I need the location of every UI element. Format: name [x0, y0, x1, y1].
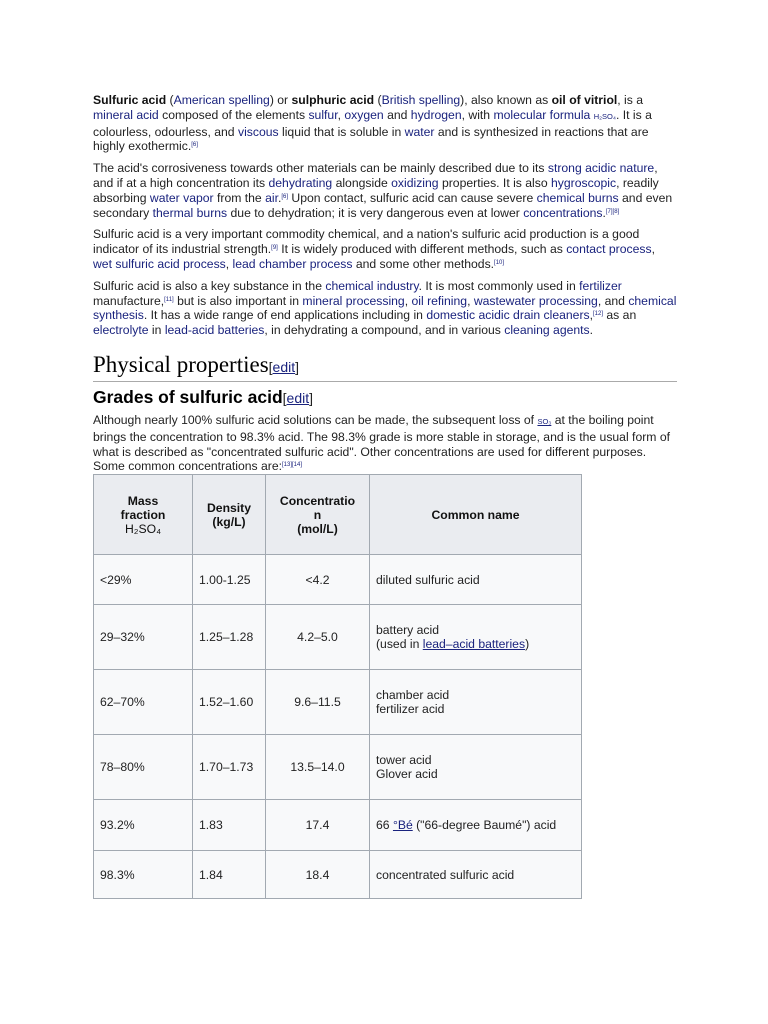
common-name-line: Glover acid: [376, 767, 438, 782]
inline-link[interactable]: American spelling: [173, 93, 270, 107]
reference-link[interactable]: [10]: [494, 259, 505, 266]
body-text: due to dehydration; it is very dangerous even at lower: [227, 205, 524, 220]
grades-paragraph: [93, 413, 677, 474]
header-text: fraction: [120, 507, 166, 522]
cell-mass: <29%: [94, 555, 193, 605]
body-text: It is widely produced with different methods, such as: [277, 242, 567, 257]
cell-common-name: [370, 670, 582, 735]
reference-link[interactable]: [12]: [593, 311, 604, 318]
so3-link[interactable]: SO₃: [537, 416, 552, 426]
cell-common-name: [370, 735, 582, 800]
body-text: , and if at a high concentration its: [93, 161, 658, 190]
header-text: H₂SO₄: [124, 521, 162, 536]
inline-link[interactable]: chemical burns: [536, 190, 619, 205]
body-text: alongside: [332, 175, 392, 190]
cell-concentration: 4.2–5.0: [266, 605, 370, 670]
reference-link[interactable]: [9]: [271, 245, 278, 252]
bold-term: sulphuric acid: [291, 93, 375, 107]
common-name-text: 66: [376, 818, 393, 833]
body-text: .: [589, 323, 594, 338]
inline-link[interactable]: air: [265, 190, 278, 205]
cell-common-name: diluted sulfuric acid: [370, 555, 582, 605]
body-text: ,: [337, 107, 345, 122]
header-text: Density: [206, 500, 252, 515]
inline-link[interactable]: chemical industry: [325, 278, 419, 293]
header-text: n: [313, 507, 322, 522]
subsection-edit: [283, 390, 313, 406]
inline-link[interactable]: dehydrating: [268, 175, 333, 190]
header-concentration: [266, 475, 370, 555]
edit-bracket-open: [: [268, 358, 273, 375]
cell-concentration: 9.6–11.5: [266, 670, 370, 735]
cell-density: 1.25–1.28: [193, 605, 266, 670]
bold-term: Sulfuric acid: [93, 93, 167, 107]
degree-baume-link[interactable]: °Bé: [392, 818, 413, 833]
inline-link[interactable]: oil refining: [411, 293, 468, 308]
body-text: , and: [597, 293, 629, 308]
body-text: but is also important in: [173, 293, 303, 308]
body-text: , is a: [617, 93, 644, 107]
cell-density: 1.00-1.25: [193, 555, 266, 605]
body-text: , in dehydrating a compound, and in various: [264, 323, 505, 338]
common-name-text: (used in: [376, 637, 423, 652]
inline-link[interactable]: lead chamber process: [232, 256, 353, 271]
body-text: ,: [225, 256, 233, 271]
inline-link[interactable]: sulfur: [308, 107, 338, 122]
header-mass-fraction: [94, 475, 193, 555]
inline-link[interactable]: oxygen: [344, 107, 384, 122]
concentrations-table: [93, 474, 582, 899]
body-text: ) or: [269, 93, 292, 107]
inline-link[interactable]: oxidizing: [391, 175, 439, 190]
common-name-line: [376, 637, 575, 651]
inline-link[interactable]: hygroscopic: [551, 175, 617, 190]
cell-common-name: [370, 605, 582, 670]
grades-text-after: at the boiling point brings the concentration to 98.3% acid. The 98.3% grade is more stable in storage, and is the usual form of what is described as "concentrated sulfuric acid". Other concentrations are used for different purposes. Some common concentrations are:: [93, 412, 670, 474]
body-text: (: [166, 93, 174, 107]
body-text: ,: [651, 242, 655, 257]
table-row: [94, 605, 582, 670]
header-common-name: Common name: [370, 475, 582, 555]
header-text: Mass: [127, 493, 159, 508]
inline-link[interactable]: concentrations: [523, 205, 603, 220]
body-text: . It is most commonly used in: [418, 278, 580, 293]
body-text: composed of the elements: [158, 107, 309, 122]
body-text: in: [148, 323, 165, 338]
common-name-line: battery acid: [376, 623, 440, 638]
inline-link[interactable]: fertilizer: [579, 278, 622, 293]
body-text: Upon contact, sulfuric acid can cause severe: [288, 190, 537, 205]
intro-paragraph-2: [93, 161, 677, 220]
body-text: and some other methods.: [352, 256, 495, 271]
section-heading-physical-properties: [93, 352, 677, 382]
cell-concentration: 17.4: [266, 800, 370, 851]
common-name-line: fertilizer acid: [376, 702, 445, 717]
inline-link[interactable]: molecular formula: [493, 107, 591, 122]
edit-bracket-open: [: [282, 389, 287, 406]
subsection-edit-link[interactable]: edit: [286, 389, 310, 406]
cell-density: 1.84: [193, 851, 266, 899]
reference-link[interactable]: [11]: [164, 296, 174, 303]
header-text: Concentratio: [279, 493, 356, 508]
intro-paragraph-4: [93, 279, 677, 338]
inline-link[interactable]: cleaning agents: [504, 323, 590, 338]
body-text: Sulfuric acid is also a key substance in the: [93, 278, 326, 293]
cell-common-name: concentrated sulfuric acid: [370, 851, 582, 899]
table-row: [94, 555, 582, 605]
table-header-row: [94, 475, 582, 555]
body-text: The acid's corrosiveness towards other materials can be mainly described due to its: [93, 161, 548, 176]
cell-concentration: 13.5–14.0: [266, 735, 370, 800]
body-text: . It is a colourless, odourless, and: [93, 107, 652, 139]
cell-density: 1.83: [193, 800, 266, 851]
body-text: manufacture,: [93, 293, 165, 308]
body-text: Sulfuric acid is a very important commodity chemical, and a nation's sulfuric acid production is a good indicator of its industrial strength.: [93, 227, 640, 257]
body-text: .: [277, 190, 282, 205]
cell-mass: 93.2%: [94, 800, 193, 851]
inline-link[interactable]: strong acidic nature: [547, 161, 655, 176]
section-edit: [269, 359, 299, 375]
inline-link[interactable]: mineral acid: [93, 107, 159, 122]
cell-mass: 78–80%: [94, 735, 193, 800]
inline-link[interactable]: water vapor: [149, 190, 214, 205]
inline-link[interactable]: thermal burns: [152, 205, 228, 220]
body-text: ,: [589, 308, 593, 323]
body-text: and is synthesized in reactions that are highly exothermic.: [93, 124, 649, 154]
edit-bracket-close: ]: [295, 358, 300, 375]
reference-link[interactable]: [7][8]: [605, 208, 620, 215]
common-name-text: ): [525, 637, 530, 652]
table-row: [94, 735, 582, 800]
cell-density: 1.70–1.73: [193, 735, 266, 800]
article-content: [93, 93, 677, 899]
inline-link[interactable]: wastewater processing: [473, 293, 598, 308]
cell-mass: 62–70%: [94, 670, 193, 735]
table-row: [94, 800, 582, 851]
edit-bracket-close: ]: [309, 389, 313, 406]
grades-text-before: Although nearly 100% sulfuric acid solutions can be made, the subsequent loss of: [93, 412, 538, 427]
body-text: and even secondary: [93, 190, 673, 220]
inline-link[interactable]: British spelling: [381, 93, 461, 107]
header-text: (kg/L): [212, 514, 246, 529]
intro-paragraph-1: [93, 93, 677, 154]
cell-mass: 98.3%: [94, 851, 193, 899]
header-text: (mol/L): [297, 521, 338, 536]
body-text: as an: [603, 308, 637, 323]
section-heading-text: Physical properties: [93, 351, 269, 377]
reference-link[interactable]: [6]: [191, 142, 198, 149]
lead-acid-batteries-link[interactable]: lead–acid batteries: [422, 637, 526, 652]
body-text: from the: [213, 190, 266, 205]
header-density: [193, 475, 266, 555]
inline-link[interactable]: lead-acid batteries: [164, 323, 265, 338]
reference-link[interactable]: [6]: [281, 193, 289, 200]
formula-text: H₂SO₄: [593, 111, 616, 121]
inline-link[interactable]: electrolyte: [93, 323, 149, 338]
intro-paragraph-3: [93, 227, 677, 271]
inline-link[interactable]: wet sulfuric acid process: [93, 256, 226, 271]
body-text: , readily absorbing: [93, 175, 659, 205]
inline-link[interactable]: water: [404, 124, 435, 139]
body-text: properties. It is also: [438, 175, 552, 190]
body-text: . It has a wide range of end applications including in: [143, 308, 427, 323]
common-name-line: tower acid: [376, 753, 432, 768]
body-text: ), also known as: [460, 93, 552, 107]
inline-link[interactable]: chemical synthesis: [93, 293, 677, 323]
inline-link[interactable]: contact process: [566, 242, 652, 257]
subsection-heading-text: Grades of sulfuric acid: [93, 386, 283, 407]
table-row: [94, 851, 582, 899]
body-text: and: [383, 107, 411, 122]
cell-common-name: [370, 800, 582, 851]
subsection-heading-grades: [93, 386, 677, 409]
section-edit-link[interactable]: edit: [272, 358, 296, 375]
cell-concentration: <4.2: [266, 555, 370, 605]
body-text: .: [602, 205, 606, 220]
cell-mass: 29–32%: [94, 605, 193, 670]
body-text: ,: [404, 293, 412, 308]
inline-link[interactable]: mineral processing: [302, 293, 405, 308]
table-row: [94, 670, 582, 735]
cell-concentration: 18.4: [266, 851, 370, 899]
body-text: ,: [467, 293, 474, 308]
reference-link[interactable]: [13][14]: [282, 462, 303, 469]
common-name-line: chamber acid: [376, 688, 450, 703]
body-text: liquid that is soluble in: [278, 124, 405, 139]
body-text: , with: [461, 107, 494, 122]
inline-link[interactable]: viscous: [237, 124, 279, 139]
bold-term: oil of vitriol: [551, 93, 618, 107]
inline-link[interactable]: domestic acidic drain cleaners: [426, 308, 590, 323]
inline-link[interactable]: hydrogen: [410, 107, 462, 122]
cell-density: 1.52–1.60: [193, 670, 266, 735]
common-name-text: ("66-degree Baumé") acid: [412, 818, 557, 833]
body-text: (: [374, 93, 382, 107]
